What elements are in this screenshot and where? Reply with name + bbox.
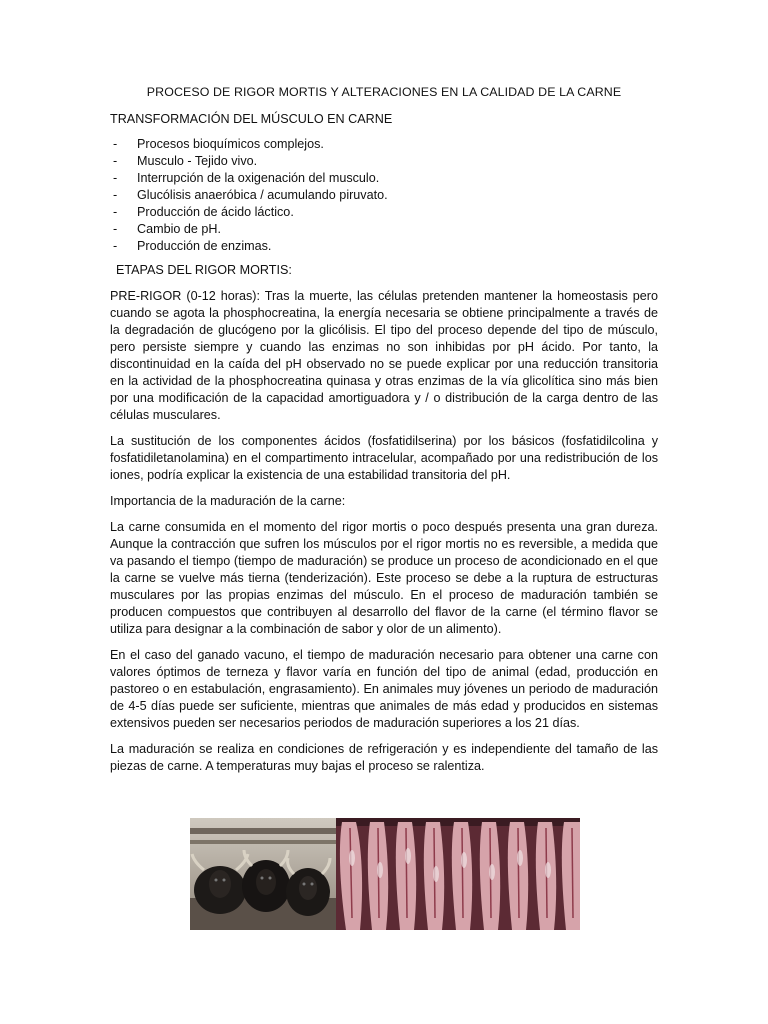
- list-item: [110, 153, 658, 170]
- bullet-list: [110, 136, 658, 255]
- bullet-dash: -: [113, 137, 118, 151]
- bullet-dash: -: [113, 171, 118, 185]
- document-title: PROCESO DE RIGOR MORTIS Y ALTERACIONES EN LA CALIDAD DE LA CARNE: [146, 85, 622, 99]
- document-page: [110, 84, 658, 784]
- list-item-text: Producción de ácido láctico.: [137, 205, 294, 219]
- list-item-text: Procesos bioquímicos complejos.: [137, 137, 324, 151]
- list-item-text: Interrupción de la oxigenación del musculo.: [137, 171, 380, 185]
- bullet-dash: -: [113, 188, 118, 202]
- bullet-dash: -: [113, 222, 118, 236]
- paragraph-vacuno: En el caso del ganado vacuno, el tiempo de maduración necesario para obtener una carne con valores óptimos de terneza y flavor varía en función del tipo de animal (edad, producción en pastoreo o en estabulación, engrasamiento). En animales muy jóvenes un periodo de maduración de 4-5 días puede ser suficiente, mientras que animales de más edad y producidos en sistemas extensivos pueden ser necesarios periodos de maduración superiores a los 21 días.: [110, 648, 658, 730]
- cattle-image: [190, 818, 336, 930]
- list-item: [110, 187, 658, 204]
- paragraph-importancia: La carne consumida en el momento del rigor mortis o poco después presenta una gran dureza. Aunque la contracción que sufren los músculos por el rigor mortis no es reversible, a medida que va pasando el tiempo (tiempo de maduración) se produce un proceso de acondicionado en el que la carne se vuelve más tierna (tenderización). Este proceso se debe a la ruptura de estructuras musculares por las propias enzimas del músculo. En el proceso de maduración también se producen compuestos que contribuyen al desarrollo del flavor de la carne (el término flavor se utiliza para designar a la combinación de sabor y olor de un alimento).: [110, 520, 658, 636]
- cattle-photo: [190, 818, 336, 930]
- photo-strip: [190, 818, 580, 930]
- paragraph-refrigeracion: La maduración se realiza en condiciones de refrigeración y es independiente del tamaño de las piezas de carne. A temperaturas muy bajas el proceso se ralentiza.: [110, 742, 658, 773]
- bullet-dash: -: [113, 154, 118, 168]
- paragraph-prerigor: PRE-RIGOR (0-12 horas): Tras la muerte, las células pretenden mantener la homeostasis pero cuando se agota la phosphocreatina, la energía necesaria se obtiene principalmente a través de la degradación de glucógeno por la glicólisis. El tipo del proceso depende del tipo de músculo, pero persiste siempre y cuando las enzimas no son inhibidas por pH ácido. Por tanto, la discontinuidad en la caída del pH observado no se puede explicar por una reducción transitoria en la actividad de la phosphocreatina quinasa y otras enzimas de la vía glicolítica sino más bien por una modificación de la capacidad amortiguadora y / o distribución de la carga dentro de las células musculares.: [110, 289, 658, 422]
- section-heading-transformacion: TRANSFORMACIÓN DEL MÚSCULO EN CARNE: [110, 112, 393, 126]
- hanging-carcasses-photo: [336, 818, 580, 930]
- list-item-text: Cambio de pH.: [137, 222, 221, 236]
- bullet-dash: -: [113, 205, 118, 219]
- carcasses-image: [336, 818, 580, 930]
- list-item: [110, 221, 658, 238]
- list-item: [110, 170, 658, 187]
- subheading-importancia: Importancia de la maduración de la carne:: [110, 494, 346, 508]
- list-item: [110, 136, 658, 153]
- list-item-text: Glucólisis anaeróbica / acumulando piruvato.: [137, 188, 388, 202]
- list-item: [110, 238, 658, 255]
- section-heading-etapas: ETAPAS DEL RIGOR MORTIS:: [116, 263, 292, 277]
- list-item-text: Musculo - Tejido vivo.: [137, 154, 258, 168]
- list-item: [110, 204, 658, 221]
- list-item-text: Producción de enzimas.: [137, 239, 272, 253]
- bullet-dash: -: [113, 239, 118, 253]
- paragraph-sustitucion: La sustitución de los componentes ácidos (fosfatidilserina) por los básicos (fosfatidilcolina y fosfatidiletanolamina) en el compartimento intracelular, acompañado por una redistribución de los iones, podría explicar la existencia de una estabilidad transitoria del pH.: [110, 434, 658, 482]
